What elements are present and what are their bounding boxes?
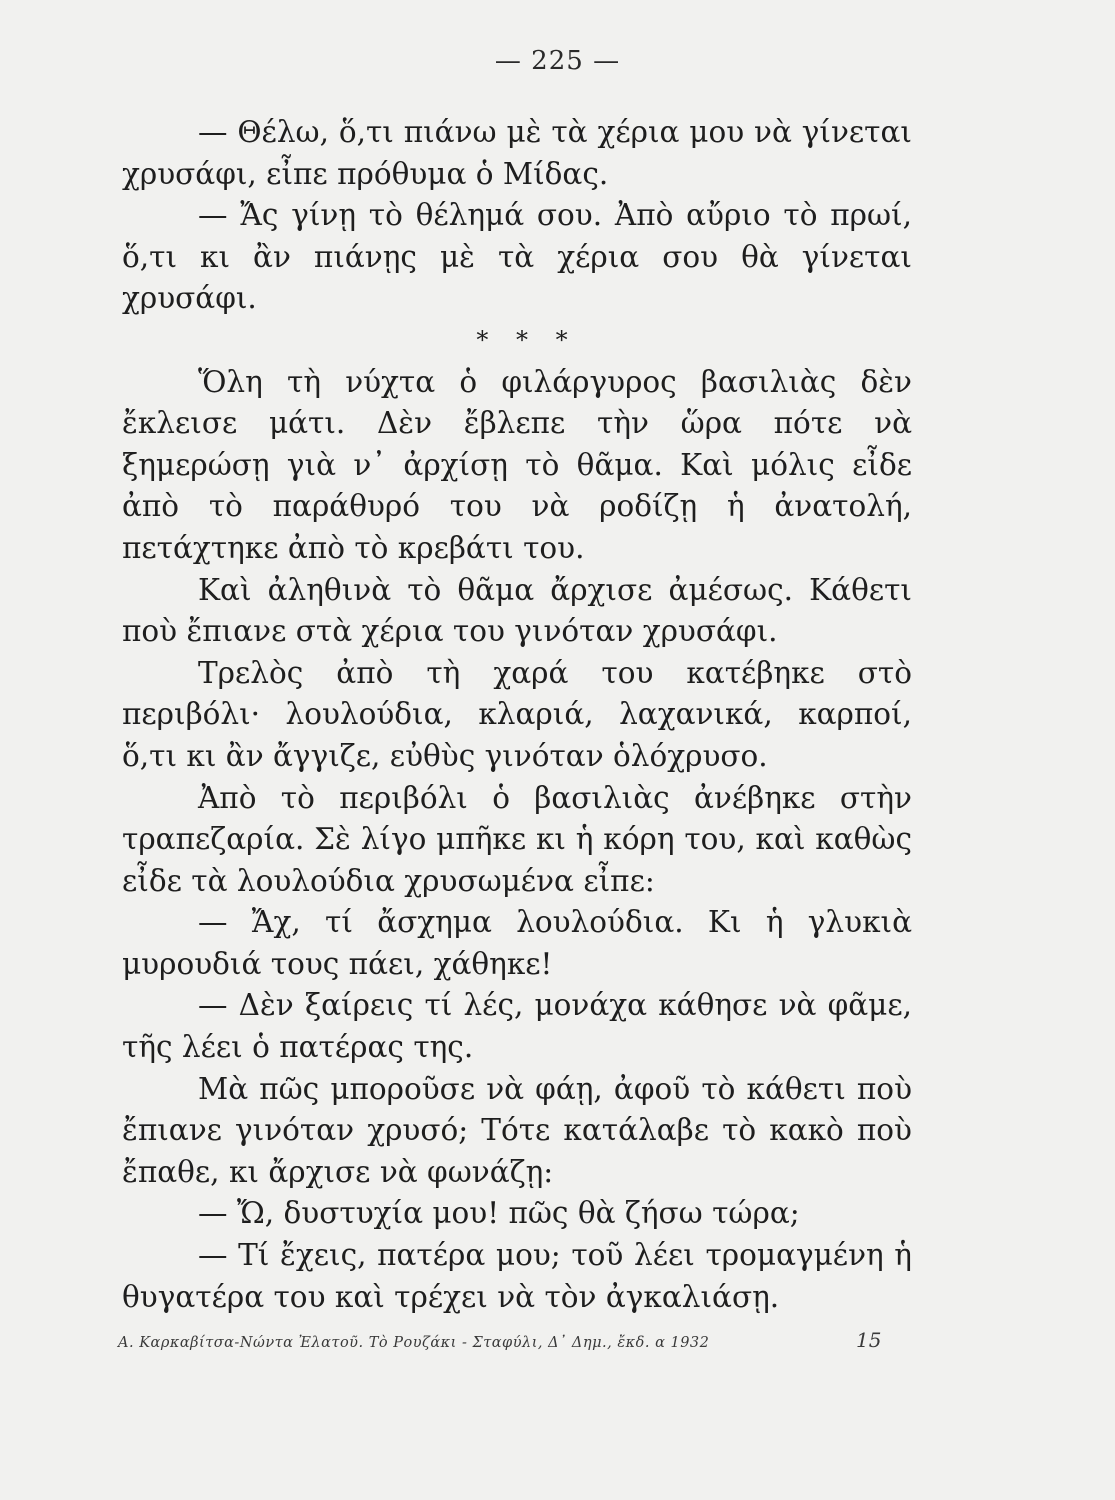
- dialog-paragraph: — Ὤ, δυστυχία μου! πῶς θὰ ζήσω τώρα;: [198, 1196, 800, 1231]
- narrative-paragraph: Μὰ πῶς μποροῦσε νὰ φάῃ, ἀφοῦ τὸ κάθετι ποὺ ἔπιανε γινόταν χρυσό; Τότε κατάλαβε τὸ κακὸ ποὺ ἔπαθε, κι ἄρχισε νὰ φωνάζῃ:: [122, 1071, 912, 1189]
- narrative-paragraph: Καὶ ἀληθινὰ τὸ θᾶμα ἄρχισε ἀμέσως. Κάθετι ποὺ ἔπιανε στὰ χέρια του γινόταν χρυσάφι.: [122, 572, 912, 649]
- signature-mark: 15: [856, 1328, 882, 1352]
- body-text: [122, 112, 912, 1318]
- narrative-paragraph: Ὅλη τὴ νύχτα ὁ φιλάργυρος βασιλιὰς δὲν ἔκλεισε μάτι. Δὲν ἔβλεπε τὴν ὥρα πότε νὰ ξημερώσῃ γιὰ ν᾽ ἀρχίσῃ τὸ θᾶμα. Καὶ μόλις εἶδε ἀπὸ τὸ παράθυρό του νὰ ροδίζῃ ἡ ἀνατολή, πετάχτηκε ἀπὸ τὸ κρεβάτι του.: [122, 364, 912, 565]
- footer-credit: Α. Καρκαβίτσα-Νώντα Ἐλατοῦ. Τὸ Ρουζάκι - Σταφύλι, Δ᾽ Δημ., ἔκδ. α 1932: [118, 1335, 710, 1351]
- narrative-paragraph: Τρελὸς ἀπὸ τὴ χαρά του κατέβηκε στὸ περιβόλι· λουλούδια, κλαριά, λαχανικά, καρποί, ὅ,τι κι ἂν ἄγγιζε, εὐθὺς γινόταν ὁλόχρυσο.: [122, 655, 912, 773]
- dialog-paragraph: — Ἄς γίνῃ τὸ θέλημά σου. Ἀπὸ αὔριο τὸ πρωί, ὅ,τι κι ἂν πιάνῃς μὲ τὰ χέρια σου θὰ γίνεται χρυσάφι.: [122, 198, 912, 316]
- narrative-paragraph: Ἀπὸ τὸ περιβόλι ὁ βασιλιὰς ἀνέβηκε στὴν τραπεζαρία. Σὲ λίγο μπῆκε κι ἡ κόρη του, καὶ καθὼς εἶδε τὰ λουλούδια χρυσωμένα εἶπε:: [122, 780, 912, 898]
- dialog-paragraph: — Τί ἔχεις, πατέρα μου; τοῦ λέει τρομαγμένη ἡ θυγατέρα του καὶ τρέχει νὰ τὸν ἀγκαλιάσῃ.: [122, 1238, 912, 1314]
- page-number: — 225 —: [494, 46, 621, 76]
- dialog-paragraph: — Θέλω, ὅ,τι πιάνω μὲ τὰ χέρια μου νὰ γίνεται χρυσάφι, εἶπε πρόθυμα ὁ Μίδας.: [122, 115, 912, 191]
- dialog-paragraph: — Δὲν ξαίρεις τί λές, μονάχα κάθησε νὰ φᾶμε, τῆς λέει ὁ πατέρας της.: [122, 988, 912, 1065]
- section-separator: * * *: [476, 325, 578, 354]
- dialog-paragraph: — Ἄχ, τί ἄσχημα λουλούδια. Κι ἡ γλυκιὰ μυρουδιά τους πάει, χάθηκε!: [122, 905, 912, 981]
